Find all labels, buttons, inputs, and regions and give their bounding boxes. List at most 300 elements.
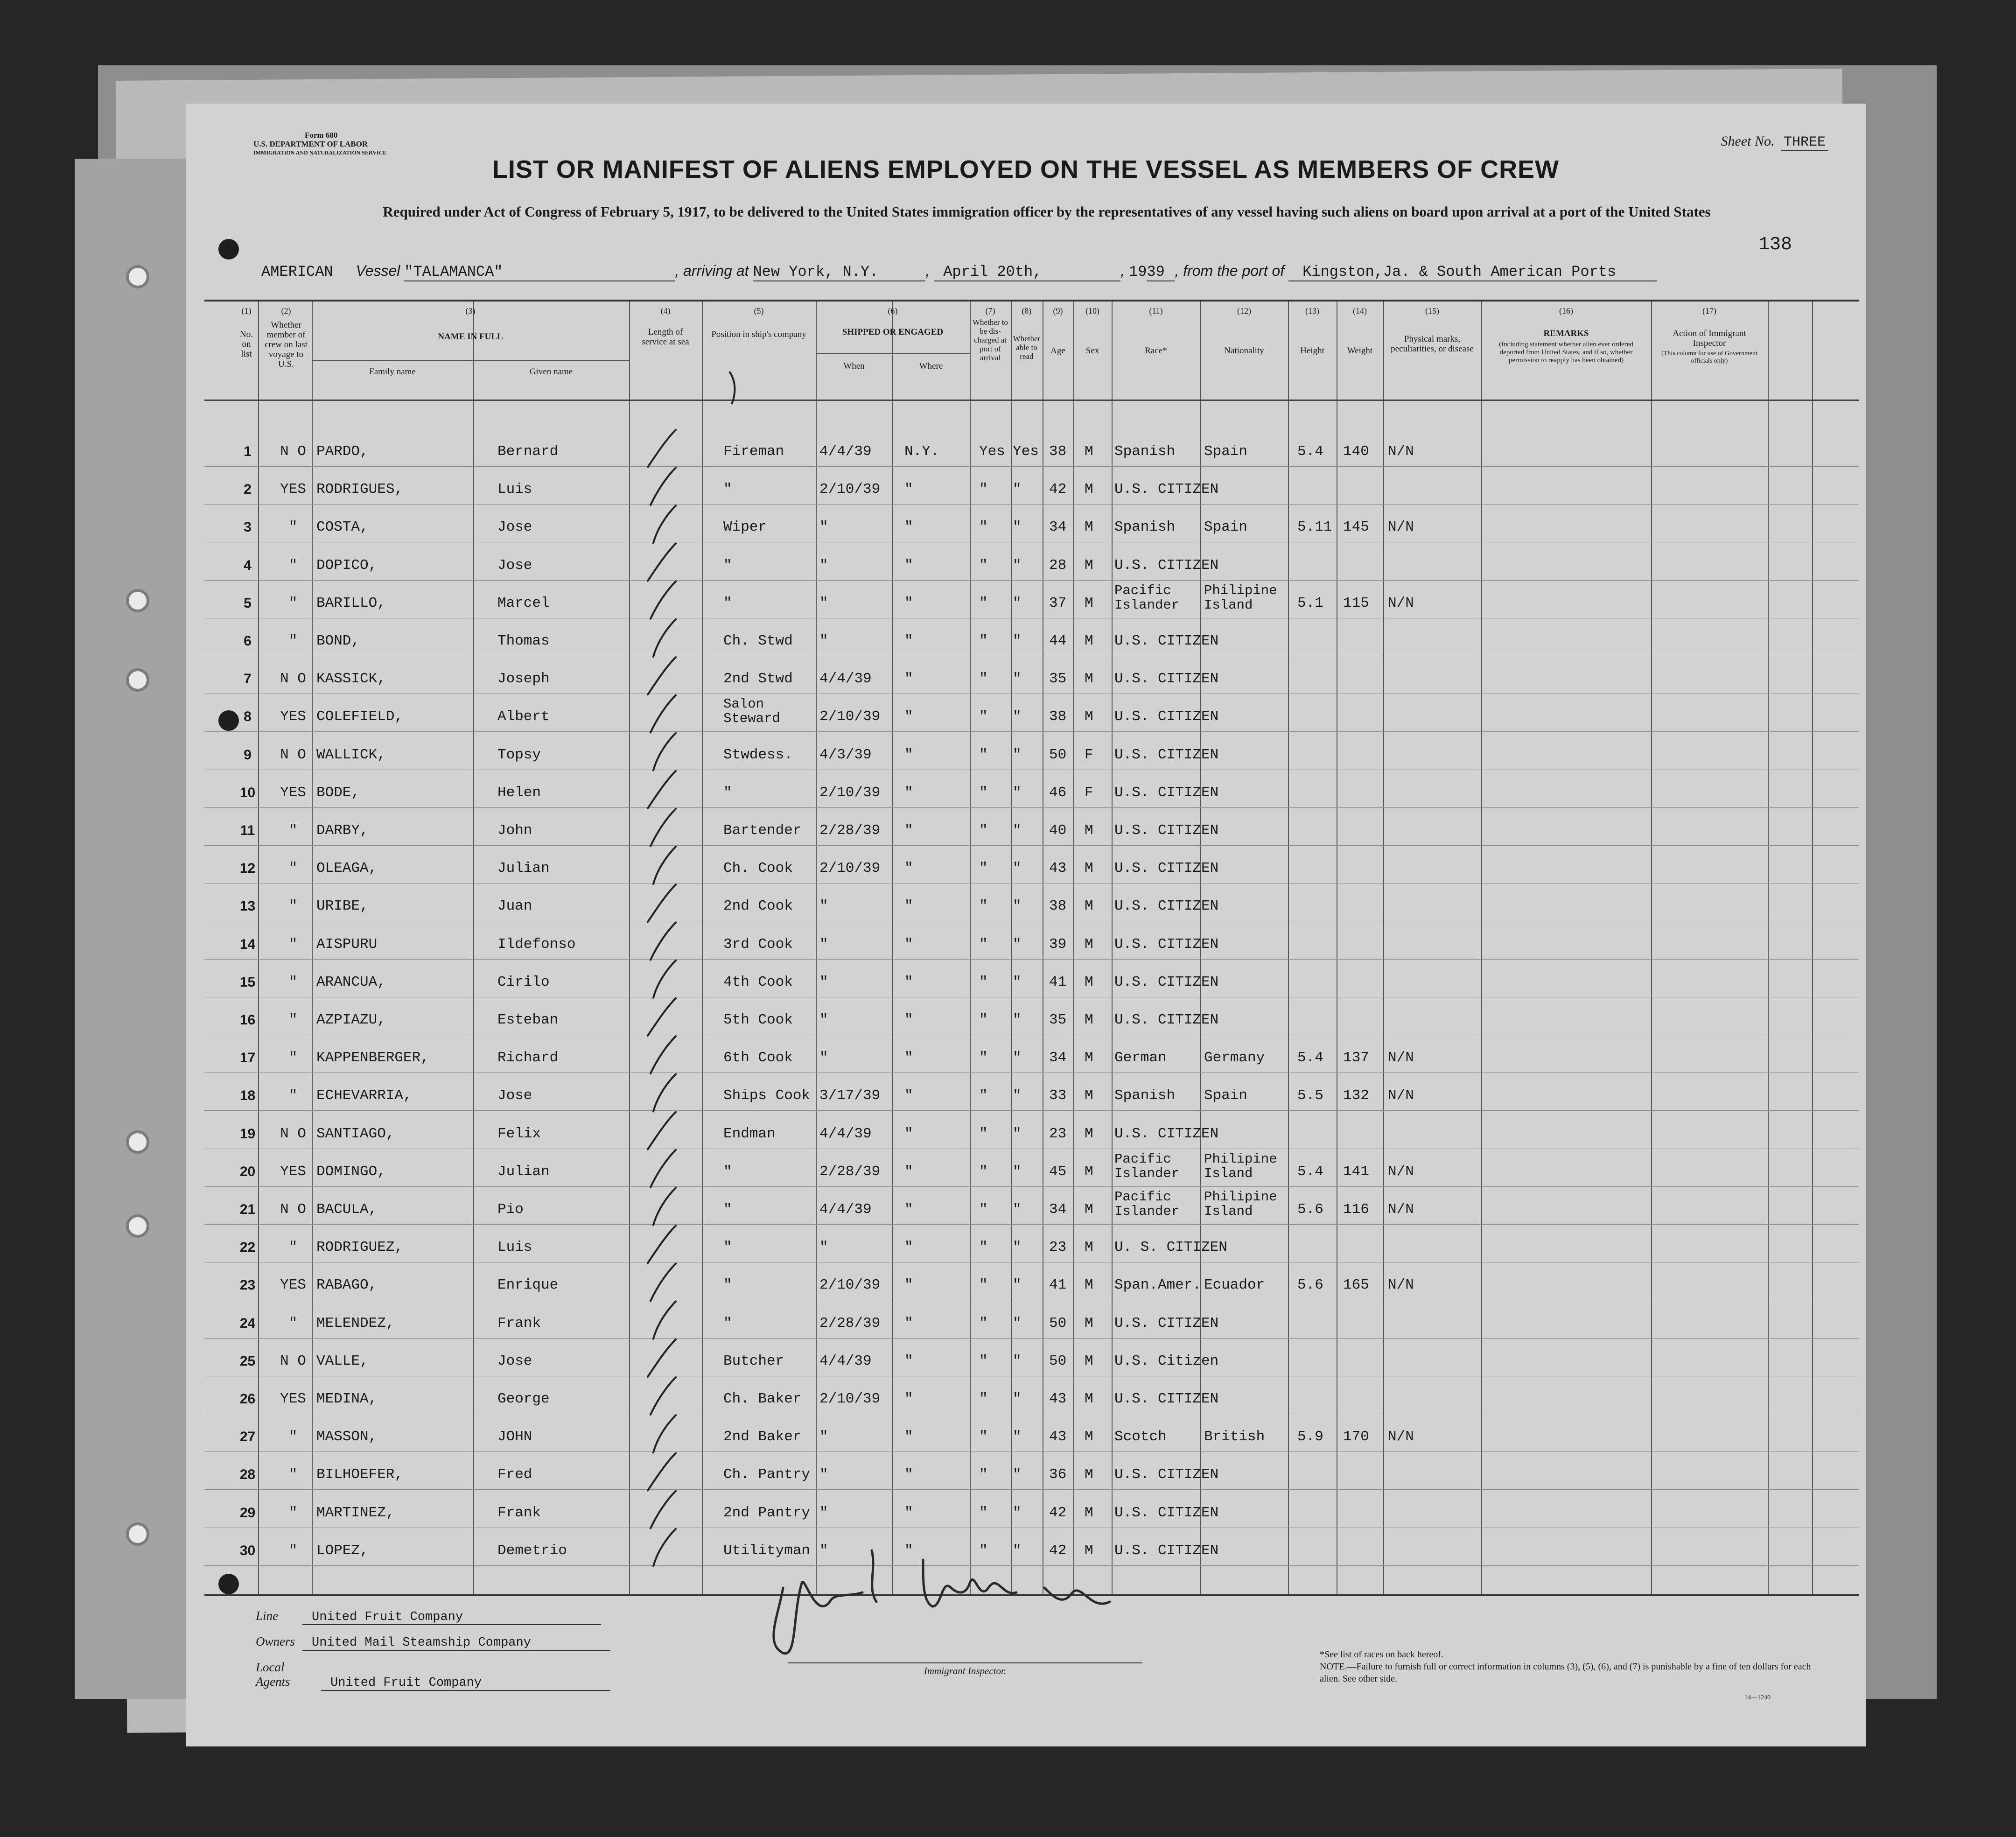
discharged-cell: ": [979, 746, 988, 763]
given-name-cell: Enrique: [497, 1277, 559, 1294]
position-cell: ": [723, 1315, 732, 1332]
sex-cell: M: [1085, 974, 1093, 990]
shipped-when-cell: ": [819, 974, 828, 990]
col-15-header: Physical marks, peculiarities, or disease: [1391, 334, 1474, 354]
physical-marks-cell: N/N: [1388, 519, 1414, 536]
given-name-cell: Jose: [497, 519, 532, 536]
service-length-check-mark: [651, 468, 676, 505]
service-length-check-mark: [648, 1226, 676, 1263]
given-name-cell: Juan: [497, 898, 532, 915]
shipped-when-cell: ": [819, 1429, 828, 1445]
sex-cell: M: [1085, 708, 1093, 725]
age-cell: 34: [1049, 519, 1067, 536]
nationality-cell: Germany: [1204, 1050, 1265, 1066]
position-cell: Salon Steward: [723, 696, 780, 727]
service-length-check-mark: [653, 733, 676, 771]
service-length-check-mark: [651, 923, 676, 960]
able-to-read-cell: ": [1013, 784, 1022, 801]
sheet-value: THREE: [1781, 134, 1828, 151]
col-16-number: (16): [1559, 306, 1573, 316]
position-cell: ": [723, 557, 732, 574]
service-length-check-mark: [653, 1074, 676, 1111]
given-name-cell: Ildefonso: [497, 936, 576, 953]
discharged-cell: ": [979, 1353, 988, 1369]
able-to-read-cell: ": [1013, 1163, 1022, 1180]
sex-cell: M: [1085, 1050, 1093, 1066]
discharged-cell: ": [979, 1429, 988, 1445]
given-name-cell: Albert: [497, 708, 550, 725]
col-17-header: Action of Immigrant Inspector: [1673, 329, 1746, 348]
service-length-check-mark: [651, 1150, 676, 1187]
page-edge-stack: [75, 159, 196, 1699]
family-name-cell: KASSICK,: [316, 671, 386, 687]
binder-rivet-icon: [126, 1130, 149, 1154]
race-cell: German: [1114, 1050, 1167, 1066]
physical-marks-cell: N/N: [1388, 1429, 1414, 1445]
shipped-where-cell: ": [904, 784, 913, 801]
discharged-cell: ": [979, 822, 988, 839]
row-number: 25: [239, 1353, 256, 1369]
shipped-when-cell: ": [819, 1050, 828, 1066]
row-number: 23: [239, 1277, 256, 1293]
last-voyage-cell: ": [288, 1429, 298, 1445]
race-cell: U.S. CITIZEN: [1114, 1466, 1219, 1483]
service-length-check-mark: [648, 884, 676, 922]
col-3-header: NAME IN FULL: [438, 332, 503, 342]
race-cell: U.S. CITIZEN: [1114, 1391, 1219, 1407]
col-3-number: (3): [465, 306, 476, 316]
row-number: 17: [239, 1050, 256, 1066]
shipped-when-cell: ": [819, 557, 828, 574]
shipped-when-cell: ": [819, 1542, 828, 1559]
weight-cell: 115: [1343, 595, 1369, 611]
service-length-check-mark: [651, 695, 676, 732]
shipped-when-cell: ": [819, 519, 828, 536]
shipped-where-cell: ": [904, 898, 913, 915]
col-12-header: Nationality: [1224, 346, 1264, 356]
last-voyage-cell: ": [288, 1504, 298, 1521]
discharged-cell: ": [979, 633, 988, 649]
year-prefix: 19: [1129, 263, 1147, 280]
race-cell: U.S. Citizen: [1114, 1353, 1219, 1369]
shipped-when-cell: ": [819, 1466, 828, 1483]
discharged-cell: ": [979, 936, 988, 953]
row-number: 9: [244, 747, 252, 763]
discharged-cell: ": [979, 1125, 988, 1142]
discharged-cell: ": [979, 860, 988, 877]
shipped-where-cell: ": [904, 708, 913, 725]
last-voyage-cell: ": [288, 1012, 298, 1028]
discharged-cell: ": [979, 708, 988, 725]
service-length-check-mark: [651, 582, 676, 619]
row-number: 26: [239, 1391, 256, 1407]
shipped-when-cell: ": [819, 936, 828, 953]
form-number: Form 680: [305, 131, 338, 140]
owners-field: [256, 1634, 610, 1651]
given-name-cell: Esteban: [497, 1012, 559, 1028]
shipped-when-cell: 2/10/39: [819, 708, 881, 725]
age-cell: 42: [1049, 1542, 1067, 1559]
family-name-cell: ARANCUA,: [316, 974, 386, 990]
owners-value: United Mail Steamship Company: [302, 1636, 610, 1651]
race-cell: Pacific Islander: [1114, 582, 1180, 613]
weight-cell: 165: [1343, 1277, 1369, 1294]
row-number: 15: [239, 974, 256, 990]
age-cell: 35: [1049, 671, 1067, 687]
weight-cell: 132: [1343, 1087, 1369, 1104]
line-label: Line: [256, 1609, 279, 1623]
race-cell: U.S. CITIZEN: [1114, 1012, 1219, 1028]
position-cell: 6th Cook: [723, 1050, 793, 1066]
position-cell: 3rd Cook: [723, 936, 793, 953]
service-length-check-mark: [653, 1188, 676, 1225]
discharged-cell: ": [979, 898, 988, 915]
departure-port: Kingston,Ja. & South American Ports: [1288, 263, 1657, 281]
given-name-cell: Felix: [497, 1125, 541, 1142]
able-to-read-cell: ": [1013, 1239, 1022, 1256]
where-header: Where: [919, 361, 943, 371]
discharged-cell: ": [979, 557, 988, 574]
row-number: 1: [244, 444, 252, 459]
col-16-note: (Including statement whether alien ever ordered deported from United States, and if so, whether permission to reapply has been obtained): [1499, 341, 1633, 364]
able-to-read-cell: ": [1013, 1429, 1022, 1445]
sheet-number: [1718, 133, 1829, 150]
shipped-when-cell: 4/4/39: [819, 1125, 872, 1142]
age-cell: 36: [1049, 1466, 1067, 1483]
age-cell: 23: [1049, 1125, 1067, 1142]
col-14-header: Weight: [1347, 346, 1373, 356]
height-cell: 5.6: [1297, 1277, 1323, 1294]
shipped-where-cell: ": [904, 519, 913, 536]
last-voyage-cell: YES: [280, 1277, 306, 1294]
col-12-number: (12): [1237, 306, 1251, 316]
binder-rivet-icon: [126, 589, 149, 612]
race-cell: U.S. CITIZEN: [1114, 974, 1219, 990]
service-length-check-mark: [653, 847, 676, 884]
sex-cell: M: [1085, 1087, 1093, 1104]
height-cell: 5.1: [1297, 595, 1323, 611]
last-voyage-cell: ": [288, 860, 298, 877]
sex-cell: M: [1085, 1466, 1093, 1483]
able-to-read-cell: ": [1013, 898, 1022, 915]
family-name-cell: OLEAGA,: [316, 860, 378, 877]
race-cell: Scotch: [1114, 1429, 1167, 1445]
manifest-sheet: [186, 104, 1866, 1746]
age-cell: 39: [1049, 936, 1067, 953]
able-to-read-cell: ": [1013, 1353, 1022, 1369]
physical-marks-cell: N/N: [1388, 1277, 1414, 1294]
given-name-cell: Jose: [497, 1353, 532, 1369]
shipped-where-cell: ": [904, 860, 913, 877]
race-cell: U.S. CITIZEN: [1114, 936, 1219, 953]
row-number: 18: [239, 1088, 256, 1104]
family-name-cell: MASSON,: [316, 1429, 378, 1445]
able-to-read-cell: ": [1013, 1050, 1022, 1066]
family-name-cell: BILHOEFER,: [316, 1466, 404, 1483]
shipped-where-cell: ": [904, 1201, 913, 1218]
given-name-cell: Cirilo: [497, 974, 550, 990]
service-length-check-mark: [648, 430, 676, 467]
last-voyage-cell: ": [288, 519, 298, 536]
position-cell: ": [723, 1277, 732, 1294]
nationality-cell: Spain: [1204, 443, 1248, 460]
shipped-when-cell: 4/4/39: [819, 443, 872, 460]
age-cell: 42: [1049, 481, 1067, 498]
shipped-when-cell: 3/17/39: [819, 1087, 881, 1104]
age-cell: 40: [1049, 822, 1067, 839]
age-cell: 43: [1049, 1429, 1067, 1445]
given-name-cell: Thomas: [497, 633, 550, 649]
sex-cell: M: [1085, 519, 1093, 536]
height-cell: 5.5: [1297, 1087, 1323, 1104]
row-number: 5: [244, 595, 252, 611]
row-number: 6: [244, 633, 252, 649]
family-name-cell: WALLICK,: [316, 746, 386, 763]
able-to-read-cell: ": [1013, 633, 1022, 649]
binder-rivet-icon: [126, 265, 149, 288]
age-cell: 50: [1049, 746, 1067, 763]
col-15-number: (15): [1425, 306, 1439, 316]
col-1-number: (1): [241, 306, 252, 316]
nationality-cell: Spain: [1204, 1087, 1248, 1104]
last-voyage-cell: ": [288, 633, 298, 649]
shipped-where-cell: ": [904, 1466, 913, 1483]
race-cell: U.S. CITIZEN: [1114, 633, 1219, 649]
discharged-cell: ": [979, 1239, 988, 1256]
position-cell: 2nd Pantry: [723, 1504, 811, 1521]
family-name-cell: BOND,: [316, 633, 360, 649]
family-name-cell: AISPURU: [316, 936, 378, 953]
row-number: 24: [239, 1315, 256, 1331]
sex-cell: M: [1085, 671, 1093, 687]
inspector-caption: Immigrant Inspector.: [788, 1662, 1142, 1677]
row-number: 8: [244, 709, 252, 725]
position-cell: 2nd Stwd: [723, 671, 793, 687]
race-cell: Pacific Islander: [1114, 1189, 1180, 1219]
row-number: 20: [239, 1164, 256, 1179]
col-7-header: Whether to be dis-charged at port of arrival: [973, 318, 1008, 362]
given-name-cell: Jose: [497, 1087, 532, 1104]
race-cell: U.S. CITIZEN: [1114, 860, 1219, 877]
race-cell: Span.Amer.: [1114, 1277, 1202, 1294]
able-to-read-cell: ": [1013, 1391, 1022, 1407]
age-cell: 33: [1049, 1087, 1067, 1104]
family-name-cell: RABAGO,: [316, 1277, 378, 1294]
given-name-cell: Bernard: [497, 443, 559, 460]
shipped-when-cell: 2/10/39: [819, 1391, 881, 1407]
last-voyage-cell: N O: [280, 746, 306, 763]
position-cell: Ch. Baker: [723, 1391, 802, 1407]
col-4-header: Length of service at sea: [642, 327, 689, 347]
family-name-cell: BODE,: [316, 784, 360, 801]
shipped-where-cell: ": [904, 557, 913, 574]
col-8-header: Whether able to read: [1013, 334, 1041, 361]
row-number: 12: [239, 861, 256, 876]
position-cell: ": [723, 1239, 732, 1256]
discharged-cell: ": [979, 1277, 988, 1294]
position-cell: ": [723, 481, 732, 498]
given-name-cell: Frank: [497, 1504, 541, 1521]
service-length-check-mark: [651, 1263, 676, 1301]
shipped-where-cell: N.Y.: [904, 443, 939, 460]
family-name-cell: SANTIAGO,: [316, 1125, 395, 1142]
age-cell: 46: [1049, 784, 1067, 801]
given-name-cell: Topsy: [497, 746, 541, 763]
discharged-cell: ": [979, 1315, 988, 1332]
position-cell: ": [723, 1163, 732, 1180]
able-to-read-cell: ": [1013, 1466, 1022, 1483]
age-cell: 43: [1049, 860, 1067, 877]
nationality-cell: Spain: [1204, 519, 1248, 536]
age-cell: 35: [1049, 1012, 1067, 1028]
age-cell: 44: [1049, 633, 1067, 649]
position-cell: 2nd Cook: [723, 898, 793, 915]
sheet-label: Sheet No.: [1721, 133, 1775, 149]
able-to-read-cell: ": [1013, 936, 1022, 953]
shipped-where-cell: ": [904, 1315, 913, 1332]
shipped-when-cell: 2/28/39: [819, 822, 881, 839]
col-13-number: (13): [1305, 306, 1319, 316]
height-cell: 5.4: [1297, 1050, 1323, 1066]
shipped-when-cell: ": [819, 1504, 828, 1521]
sex-cell: M: [1085, 1125, 1093, 1142]
age-cell: 38: [1049, 708, 1067, 725]
given-name-cell: Joseph: [497, 671, 550, 687]
shipped-where-cell: ": [904, 1277, 913, 1294]
race-cell: Pacific Islander: [1114, 1151, 1180, 1181]
col-5-header: Position in ship's company: [711, 330, 806, 339]
age-cell: 50: [1049, 1353, 1067, 1369]
able-to-read-cell: ": [1013, 557, 1022, 574]
last-voyage-cell: YES: [280, 708, 306, 725]
vessel-name: "TALAMANCA": [404, 263, 675, 281]
service-length-check-mark: [653, 619, 676, 657]
weight-cell: 140: [1343, 443, 1369, 460]
family-name-cell: KAPPENBERGER,: [316, 1050, 429, 1066]
position-cell: Ships Cook: [723, 1087, 811, 1104]
discharged-cell: ": [979, 1087, 988, 1104]
shipped-when-cell: 2/10/39: [819, 784, 881, 801]
arriving-label: arriving at: [683, 262, 749, 279]
binder-rivet-icon: [126, 1214, 149, 1238]
sex-cell: M: [1085, 633, 1093, 649]
col-5-number: (5): [754, 306, 764, 316]
position-cell: Butcher: [723, 1353, 784, 1369]
line-field: [256, 1609, 601, 1625]
col-9-number: (9): [1053, 306, 1063, 316]
shipped-where-cell: ": [904, 1163, 913, 1180]
given-name-cell: Julian: [497, 860, 550, 877]
race-cell: Spanish: [1114, 443, 1176, 460]
col-6-header: SHIPPED OR ENGAGED: [842, 327, 944, 337]
col-9-header: Age: [1050, 346, 1065, 356]
sex-cell: M: [1085, 1391, 1093, 1407]
shipped-where-cell: ": [904, 481, 913, 498]
given-name-cell: JOHN: [497, 1429, 532, 1445]
sex-cell: M: [1085, 1163, 1093, 1180]
service-length-check-mark: [648, 544, 676, 581]
nationality-cell: British: [1204, 1429, 1265, 1445]
race-cell: U.S. CITIZEN: [1114, 1504, 1219, 1521]
service-length-check-mark: [653, 961, 676, 998]
age-cell: 41: [1049, 974, 1067, 990]
shipped-when-cell: ": [819, 1012, 828, 1028]
weight-cell: 141: [1343, 1163, 1369, 1180]
able-to-read-cell: ": [1013, 519, 1022, 536]
nationality-cell: Philipine Island: [1204, 582, 1277, 613]
col-11-header: Race*: [1145, 346, 1167, 356]
shipped-where-cell: ": [904, 974, 913, 990]
sex-cell: M: [1085, 1429, 1093, 1445]
discharged-cell: ": [979, 595, 988, 611]
last-voyage-cell: ": [288, 1239, 298, 1256]
row-number: 29: [239, 1505, 256, 1521]
sex-cell: M: [1085, 595, 1093, 611]
able-to-read-cell: ": [1013, 1504, 1022, 1521]
age-cell: 38: [1049, 898, 1067, 915]
last-voyage-cell: ": [288, 936, 298, 953]
agents-field: [256, 1660, 610, 1691]
binder-rivet-icon: [126, 1522, 149, 1546]
shipped-when-cell: ": [819, 1239, 828, 1256]
family-name-cell: MARTINEZ,: [316, 1504, 395, 1521]
row-number: 22: [239, 1240, 256, 1255]
race-cell: U. S. CITIZEN: [1114, 1239, 1227, 1256]
col-6-number: (6): [888, 306, 898, 316]
physical-marks-cell: N/N: [1388, 595, 1414, 611]
physical-marks-cell: N/N: [1388, 1201, 1414, 1218]
family-name-cell: VALLE,: [316, 1353, 369, 1369]
weight-cell: 145: [1343, 519, 1369, 536]
from-port-label: from the port of: [1183, 262, 1285, 279]
weight-cell: 137: [1343, 1050, 1369, 1066]
position-cell: 5th Cook: [723, 1012, 793, 1028]
last-voyage-cell: YES: [280, 1391, 306, 1407]
given-name-cell: Julian: [497, 1163, 550, 1180]
shipped-when-cell: 4/3/39: [819, 746, 872, 763]
row-number: 14: [239, 936, 256, 952]
able-to-read-cell: ": [1013, 671, 1022, 687]
service-length-check-mark: [648, 1339, 676, 1377]
age-cell: 42: [1049, 1504, 1067, 1521]
family-name-cell: AZPIAZU,: [316, 1012, 386, 1028]
stamp-number: 138: [1758, 234, 1792, 255]
last-voyage-cell: YES: [280, 481, 306, 498]
arrival-date: April 20th,: [934, 263, 1120, 281]
shipped-where-cell: ": [904, 595, 913, 611]
discharged-cell: Yes: [979, 443, 1005, 460]
row-number: 7: [244, 671, 252, 687]
position-cell: Endman: [723, 1125, 776, 1142]
vessel-nationality: AMERICAN: [261, 263, 333, 280]
family-name-cell: LOPEZ,: [316, 1542, 369, 1559]
able-to-read-cell: ": [1013, 481, 1022, 498]
col-16-header: REMARKS: [1543, 329, 1589, 338]
last-voyage-cell: N O: [280, 671, 306, 687]
physical-marks-cell: N/N: [1388, 443, 1414, 460]
when-header: When: [843, 361, 865, 371]
able-to-read-cell: ": [1013, 746, 1022, 763]
service-length-check-mark: [653, 1415, 676, 1452]
shipped-where-cell: ": [904, 1542, 913, 1559]
shipped-where-cell: ": [904, 746, 913, 763]
race-cell: U.S. CITIZEN: [1114, 671, 1219, 687]
able-to-read-cell: ": [1013, 1012, 1022, 1028]
given-name-cell: John: [497, 822, 532, 839]
position-cell: Ch. Cook: [723, 860, 793, 877]
position-cell: ": [723, 595, 732, 611]
sex-cell: F: [1085, 746, 1093, 763]
